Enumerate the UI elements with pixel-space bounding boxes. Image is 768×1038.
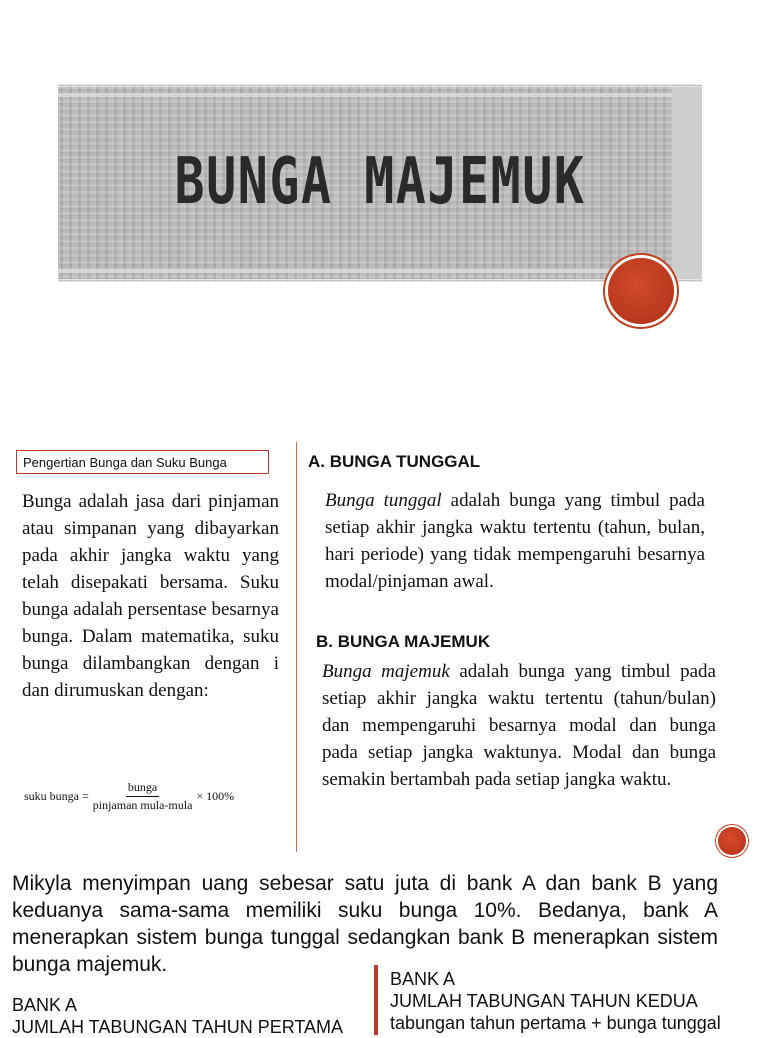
definition-paragraph: Bunga adalah jasa dari pinjaman atau simpanan yang dibayarkan pada akhir jangka waktu yang telah disepakati bersama. Suku bunga adalah persentase besarnya bunga. Dalam matematika, suku bunga dilambangkan dengan i dan dirumuskan dengan:	[22, 491, 279, 701]
text-bunga-tunggal: adalah bunga yang timbul pada setiap akhir jangka waktu tertentu (tahun, bulan, hari periode) yang tidak mempengaruhi besarnya modal/pinjaman awal.	[325, 490, 705, 592]
column-divider	[296, 442, 297, 852]
formula-rhs: × 100%	[196, 789, 235, 803]
term-bunga-tunggal: Bunga tunggal	[325, 490, 442, 511]
definition-box-label: Pengertian Bunga dan Suku Bunga	[16, 450, 269, 474]
banner-right-strip	[672, 87, 702, 279]
paragraph-bunga-majemuk	[322, 658, 716, 793]
heading-bunga-majemuk: B. BUNGA MAJEMUK	[316, 632, 491, 651]
heading-bunga-tunggal: A. BUNGA TUNGGAL	[308, 452, 481, 471]
slide-title: BUNGA MAJEMUK	[174, 145, 586, 219]
formula-numerator: bunga	[126, 780, 159, 797]
term-bunga-majemuk: Bunga majemuk	[322, 661, 450, 682]
formula-lhs: suku bunga =	[24, 789, 89, 803]
text-bunga-majemuk: adalah bunga yang timbul pada setiap akhir jangka waktu tertentu (tahun/bulan) dan mempengaruhi besarnya modal dan bunga pada setiap jangka waktunya. Modal dan bunga semakin bertambah pada setiap jangka waktu.	[322, 661, 716, 790]
bank-a-year-two-block	[390, 968, 721, 1034]
problem-statement: Mikyla menyimpan uang sebesar satu juta di bank A dan bank B yang keduanya sama-sama memiliki suku bunga 10%. Bedanya, bank A menerapkan sistem bunga tunggal sedangkan bank B menerapkan sistem bunga majemuk.	[12, 872, 718, 976]
formula-denominator: pinjaman mula-mula	[92, 798, 193, 812]
bank-a-label-left: BANK A	[12, 995, 78, 1015]
formula-fraction	[93, 780, 193, 813]
red-accent-bar	[374, 965, 378, 1035]
bank-a-year-one-block	[12, 994, 343, 1038]
title-banner	[58, 84, 702, 282]
paragraph-bunga-tunggal	[325, 487, 705, 595]
year-two-label: JUMLAH TABUNGAN TAHUN KEDUA	[390, 991, 698, 1011]
banner-bottom-line	[58, 269, 702, 273]
interest-rate-formula	[24, 780, 234, 813]
banner-top-line	[58, 93, 702, 97]
bank-a-label-right: BANK A	[390, 969, 456, 989]
year-two-formula-text: tabungan tahun pertama + bunga tunggal	[390, 1013, 721, 1033]
decorative-red-circle-icon	[608, 258, 674, 324]
decorative-small-red-circle-icon	[718, 827, 746, 855]
year-one-label: JUMLAH TABUNGAN TAHUN PERTAMA	[12, 1017, 344, 1037]
